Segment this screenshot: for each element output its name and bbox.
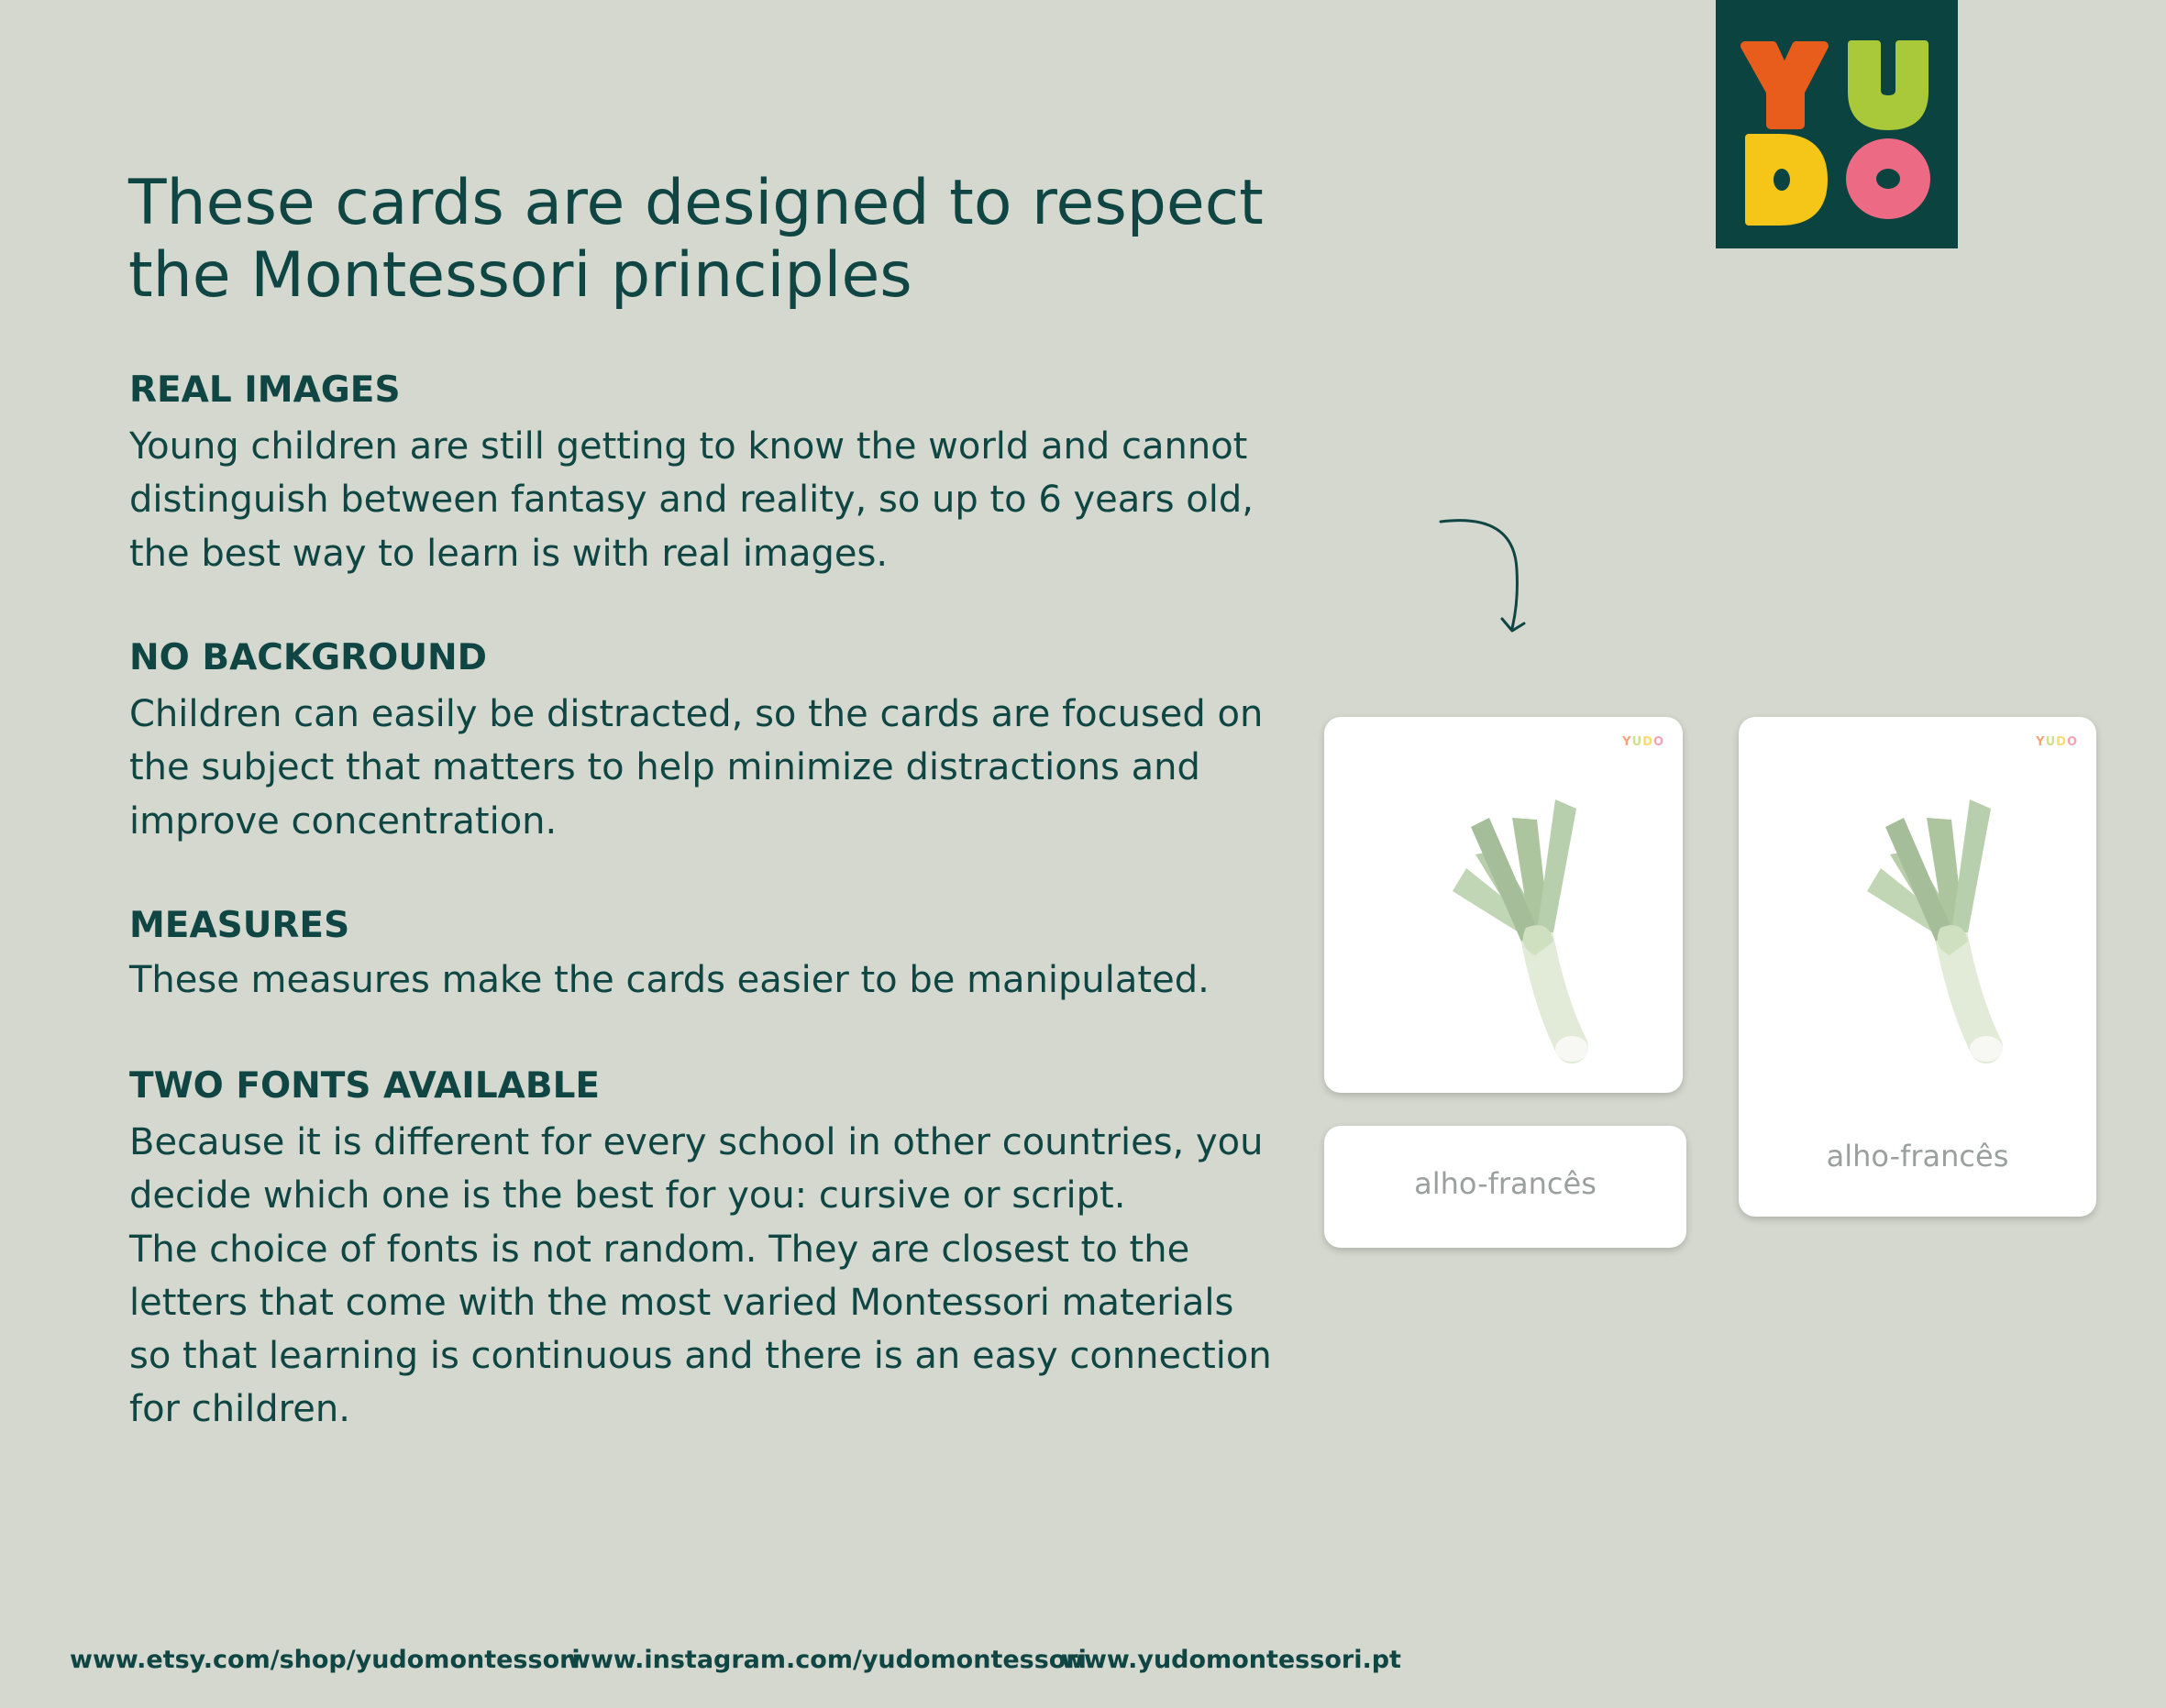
section-body-no-background: Children can easily be distracted, so the cards are focused on the subject that matters to help minimize distractions and improve concentration. xyxy=(129,693,1264,843)
leek-image xyxy=(1388,763,1618,1065)
label-card-word: alho-francês xyxy=(1414,1166,1597,1201)
yudo-logo-mark xyxy=(1716,0,1958,248)
section-body-measures: These measures make the cards easier to be manipulated. xyxy=(129,959,1210,1001)
two-fonts-paragraph-2: The choice of fonts is not random. They are closest to the letters that come with the most varied Montessori materials so that learning is continuous and there is an easy connection for children. xyxy=(129,1228,1272,1431)
section-heading-two-fonts: TWO FONTS AVAILABLE xyxy=(129,1065,601,1107)
yudo-logo xyxy=(1716,0,1958,248)
two-fonts-paragraph-1: Because it is different for every school in other countries, you decide which one is the best for you: cursive or script. xyxy=(129,1121,1264,1218)
section-body-two-fonts xyxy=(129,1116,1285,1437)
section-body-real-images: Young children are still getting to know the world and cannot distinguish between fantasy and reality, so up to 6 years old, the best way to learn is with real images. xyxy=(129,425,1254,575)
leek-image xyxy=(1803,763,2032,1065)
footer-link-website[interactable]: www.yudomontessori.pt xyxy=(1061,1646,1401,1674)
card-mini-logo: YUDO xyxy=(2036,735,2078,749)
section-heading-real-images: REAL IMAGES xyxy=(129,369,401,411)
card-mini-logo: YUDO xyxy=(1622,735,1664,749)
control-card-word: alho-francês xyxy=(1826,1139,2009,1174)
page-title: These cards are designed to respect the Montessori principles xyxy=(128,167,1264,312)
control-card xyxy=(1739,717,2096,1217)
curved-arrow-icon xyxy=(1436,514,1537,638)
section-heading-measures: MEASURES xyxy=(129,905,350,946)
picture-card xyxy=(1324,717,1683,1093)
footer-link-instagram[interactable]: www.instagram.com/yudomontessori xyxy=(568,1646,1087,1674)
footer-link-etsy[interactable]: www.etsy.com/shop/yudomontessori xyxy=(70,1646,580,1674)
section-heading-no-background: NO BACKGROUND xyxy=(129,637,487,678)
label-card xyxy=(1324,1126,1686,1248)
